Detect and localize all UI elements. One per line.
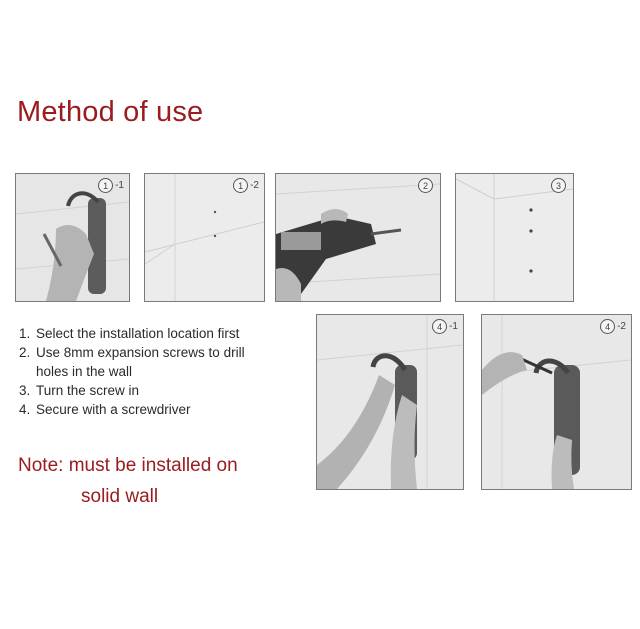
step-badge: 2 xyxy=(418,178,435,193)
page-title: Method of use xyxy=(17,96,204,128)
step-photo-4-1 xyxy=(316,314,464,490)
instruction-list xyxy=(19,324,245,419)
step-photo-2 xyxy=(275,173,441,302)
screwdriver-image xyxy=(482,315,631,489)
step-badge: 4 -2 xyxy=(600,319,626,334)
step-badge: 1 -1 xyxy=(98,178,124,193)
list-item: 3. Turn the screw in xyxy=(19,383,140,398)
step-badge: 3 xyxy=(551,178,568,193)
step-photo-1-2 xyxy=(144,173,265,302)
hook-placement-image xyxy=(317,315,463,489)
step-badge: 1 -2 xyxy=(233,178,259,193)
installation-note: Note: must be installed on xyxy=(18,455,238,476)
drill-image xyxy=(276,174,440,301)
step-badge: 4 -1 xyxy=(432,319,458,334)
drilled-holes-image xyxy=(456,174,573,301)
list-item: 4. Secure with a screwdriver xyxy=(19,402,191,417)
list-item: 2. Use 8mm expansion screws to drill xyxy=(19,345,245,360)
step-photo-1-1 xyxy=(15,173,130,302)
hook-held-image xyxy=(16,174,129,301)
installation-note-continued: solid wall xyxy=(81,486,159,507)
step-photo-4-2 xyxy=(481,314,632,490)
list-item: 1. Select the installation location first xyxy=(19,326,240,341)
wall-marks-image xyxy=(145,174,264,301)
step-photo-3 xyxy=(455,173,574,302)
list-item: holes in the wall xyxy=(36,364,133,379)
